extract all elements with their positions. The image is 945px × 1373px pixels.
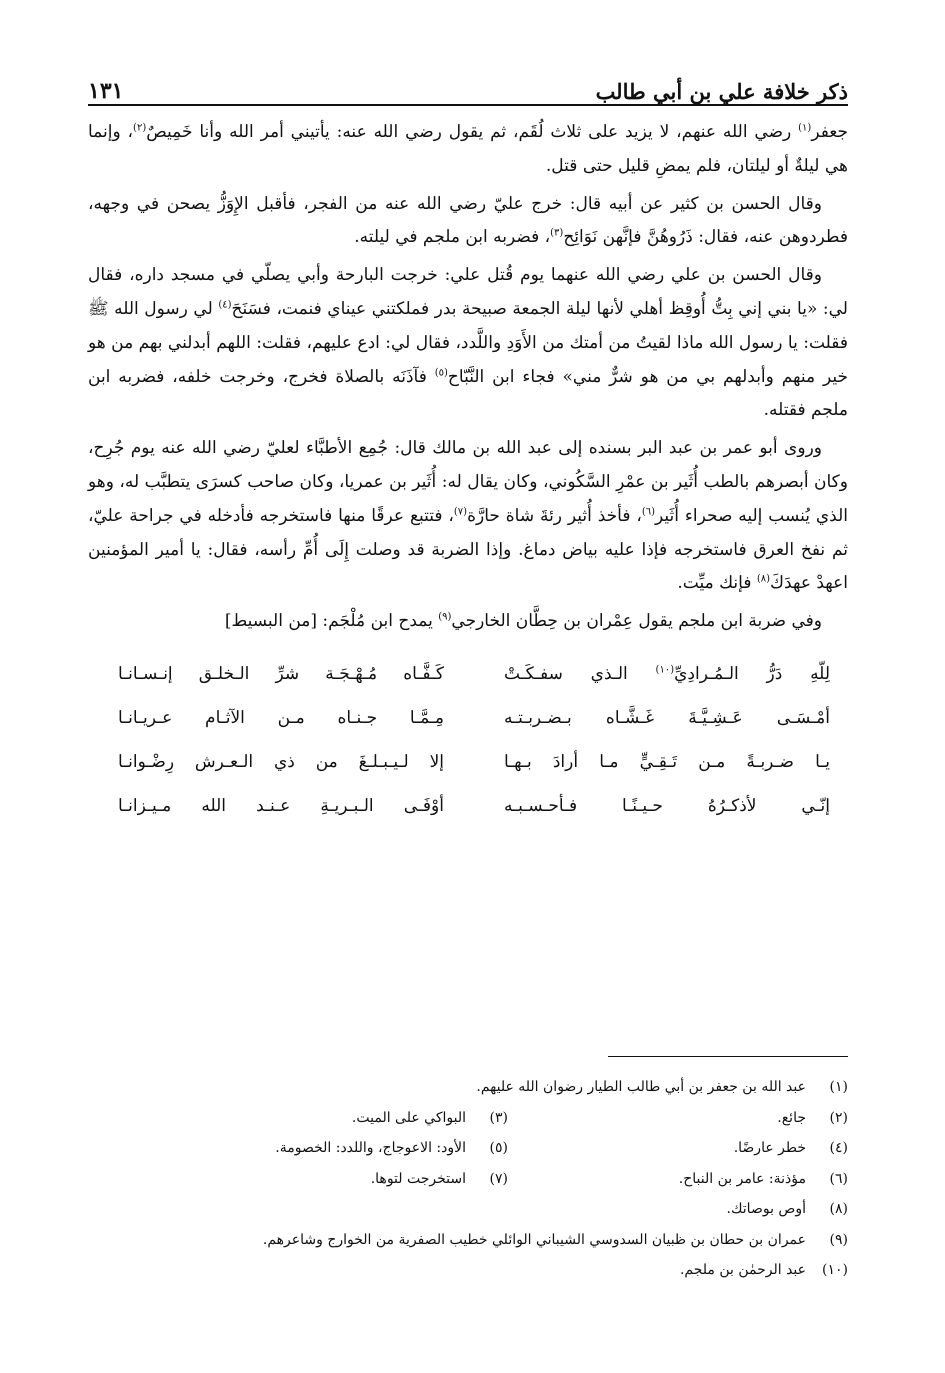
footnote-ref: (٩) [438,611,452,623]
footnote-number: (١) [829,1079,848,1095]
footnote-ref: (٦) [641,506,656,518]
footnote-divider [608,1056,848,1057]
paragraph-text: وقال الحسن بن علي رضي الله عنهما يوم قُتل علي: خرجت البارحة وأبي يصلّي في مسجد داره، فقال لي: «يا بني إني بِتُّ أُوقِظ أهلي لأنها ليلة الجمعة صبيحة بدر فملكتني عيناي فنمت، فسَنَحَ [88,265,848,319]
footnote [476,1072,848,1103]
footnote-number: (١٠) [822,1262,848,1278]
footnote-number: (٢) [829,1109,848,1126]
poem [88,653,848,827]
footnote-number: (٥) [489,1140,508,1156]
footnote-number: (٧) [489,1170,508,1187]
footnote-ref: (٤) [218,299,232,311]
paragraph-text: وفي ضربة ابن ملجم يقول عِمْران بن حِطَّان الخارجي [451,611,822,632]
footnote-row [88,1133,848,1164]
paragraph-text: جعفر [811,122,849,142]
footnote-row [88,1072,848,1103]
footnote-ref: (٢) [133,122,147,134]
footnote-text: مؤذنة: عامر بن النباح. [678,1170,806,1187]
footnote-ref: (٣) [550,227,564,239]
paragraph [88,605,848,639]
footnote [263,1225,848,1256]
footnote-text: أوص بوصاتك. [726,1201,806,1217]
footnote-row [88,1225,848,1256]
paragraph-text: وقال الحسن بن كثير عن أبيه قال: خرج عليّ رضي الله عنه من الفجر، فأقبل الإِوَزُّ يصحن في وجهه، فطردوهن عنه، فقال: ذَرُوهُنَّ فإنَّهن نَوَائِح [88,193,848,248]
footnote-number: (٩) [829,1231,848,1248]
paragraph-text: لي رسول الله ﷺ فقلت: يا رسول الله ماذا لقيتُ من أمتك من الأَوَدِ واللَّدد، فقال لي: ادع عليهم، فقلت: اللهم أبدلني بهم من هو خير منهم وأبدلهم بي من هو شرٌّ مني» فجاء ابن النَّبّاح [88,298,848,387]
paragraph-text: فإنك ميِّت. [677,573,757,594]
footnote-text: عمران بن حطان بن ظبيان السدوسي الشيباني الوائلي خطيب الصفرية من الخوارج وشاعرهم. [262,1231,806,1248]
poem-line-4-first-hemistich: إنّـي لأذكـرُهُ حـيـنًـا فـأحـسـبـه [504,795,830,816]
paragraph-text: فآذَنَه بالصلاة فخرج، وخرجت خلفه، فضربه ابن ملجم فقتله. [88,366,848,421]
header-title: ذكر خلافة علي بن أبي طالب [595,79,848,104]
poem-line-4-second-hemistich: أوْفَـى الـبـريـةِ عـنـد الله مـيـزانـا [118,795,444,816]
footnote-ref: (٧) [453,506,468,518]
footnote-row [88,1194,848,1225]
footnote-row [88,1164,848,1195]
page-number: ١٣١ [88,78,124,104]
footnote-text: البواكي على الميت. [351,1109,466,1126]
paragraph [88,432,848,601]
page [88,66,849,1278]
paragraph [88,116,848,184]
poem-line-3-first-hemistich: يـا ضـربـةً مـن تَـقِـيٍّ مـا أرادَ بـهـا [504,751,830,772]
footnote-ref: (٨) [756,573,771,585]
footnote-ref: (١) [798,122,812,134]
footnote [371,1164,508,1195]
footnote [508,1103,848,1134]
paragraph-text: ، فتتبع عرقًا منها فاستخرجه فأدخله في جراحة عليّ، ثم نفخ العرق فاستخرجه فإذا عليه بياض دماغ. وإذا الضربة قد وصلت إِلَى أُمِّ رأسه، فقال: يا أمير المؤمنين اعهدْ عهدَكَ [88,505,848,594]
paragraph-text: رضي الله عنهم، لا يزيد على ثلاث لُقَم، ثم يقول رضي الله عنه: يأتيني أمر الله وأنا خَمِيصٌ [146,122,799,142]
footnote-number: (٦) [829,1170,848,1187]
poem-line-3-second-hemistich: إلا لـيـبـلـغَ من ذي الـعـرش رِضْـوانـا [118,751,444,772]
footnote-text: عبد الله بن جعفر بن أبي طالب الطيار رضوان الله عليهم. [476,1079,806,1095]
paragraph [88,259,848,428]
running-header [88,66,848,106]
paragraph-text: ، فأخذ أُثير رئةَ شاة حارَّة [467,505,642,526]
footnote [508,1133,848,1164]
footnote-ref: (١٠) [655,664,675,676]
footnote [508,1164,848,1195]
footnote-ref: (٥) [434,366,448,378]
footnote-text: استخرجت لتوها. [370,1170,466,1187]
paragraph [88,188,848,256]
paragraph-text: ، وإنما هي ليلةٌ أو ليلتان، فلم يمضِ قليل حتى قتل. [88,122,848,176]
footnote [727,1194,848,1225]
footnote [680,1255,848,1286]
poem-line-2-second-hemistich: مِـمَّـا جـنـاه مـن الآثـام عـريـانـا [118,707,444,728]
body-text [88,116,848,639]
poem-line-1-second-hemistich: كَـفَّـاه مُـهْـجَـة شرِّ الـخلـق إنـسـانـا [118,663,444,684]
footnotes [88,1072,848,1286]
paragraph-text: يمدح ابن مُلْجَم: [من البسيط] [224,611,439,632]
footnote-row [88,1255,848,1286]
paragraph-text: وروى أبو عمر بن عبد البر بسنده إلى عبد الله بن مالك قال: جُمِع الأطبَّاء لعليّ رضي الله عنه يوم جُرِح، وكان أبصرهم بالطب أُثَير بن عمْرِ السَّكُوني، وكان يقال له: أُثَير بن عمريا، وكان صاحب كسرَى يتطبَّب له، وهو الذي يُنسب إليه صحراء أُثَير [88,438,849,526]
footnote-text: خطر عارضًا. [733,1140,806,1156]
footnote-text: جائع. [777,1109,806,1126]
paragraph-text: ، فضربه ابن ملجم في ليلته. [354,227,551,248]
footnote-number: (٣) [489,1109,508,1126]
footnote-row [88,1103,848,1134]
footnote [275,1133,508,1164]
footnote-number: (٤) [829,1140,848,1156]
footnote-number: (٨) [829,1201,848,1217]
poem-line-2-first-hemistich: أمْـسَـى عَـشِـيَّـةَ غَـشَّـاه بـضـربـتـه [504,707,830,728]
poem-line-1-first-hemistich: لِلّهِ دَرُّ الـمُـرادِيِّ$^{(١٠)}$ الـذي سفـكَـتْ [504,663,830,684]
footnote-text: الأود: الاعوجاج، واللدد: الخصومة. [275,1140,466,1156]
footnote [352,1103,508,1134]
footnote-text: عبد الرحمٰن بن ملجم. [679,1262,806,1278]
